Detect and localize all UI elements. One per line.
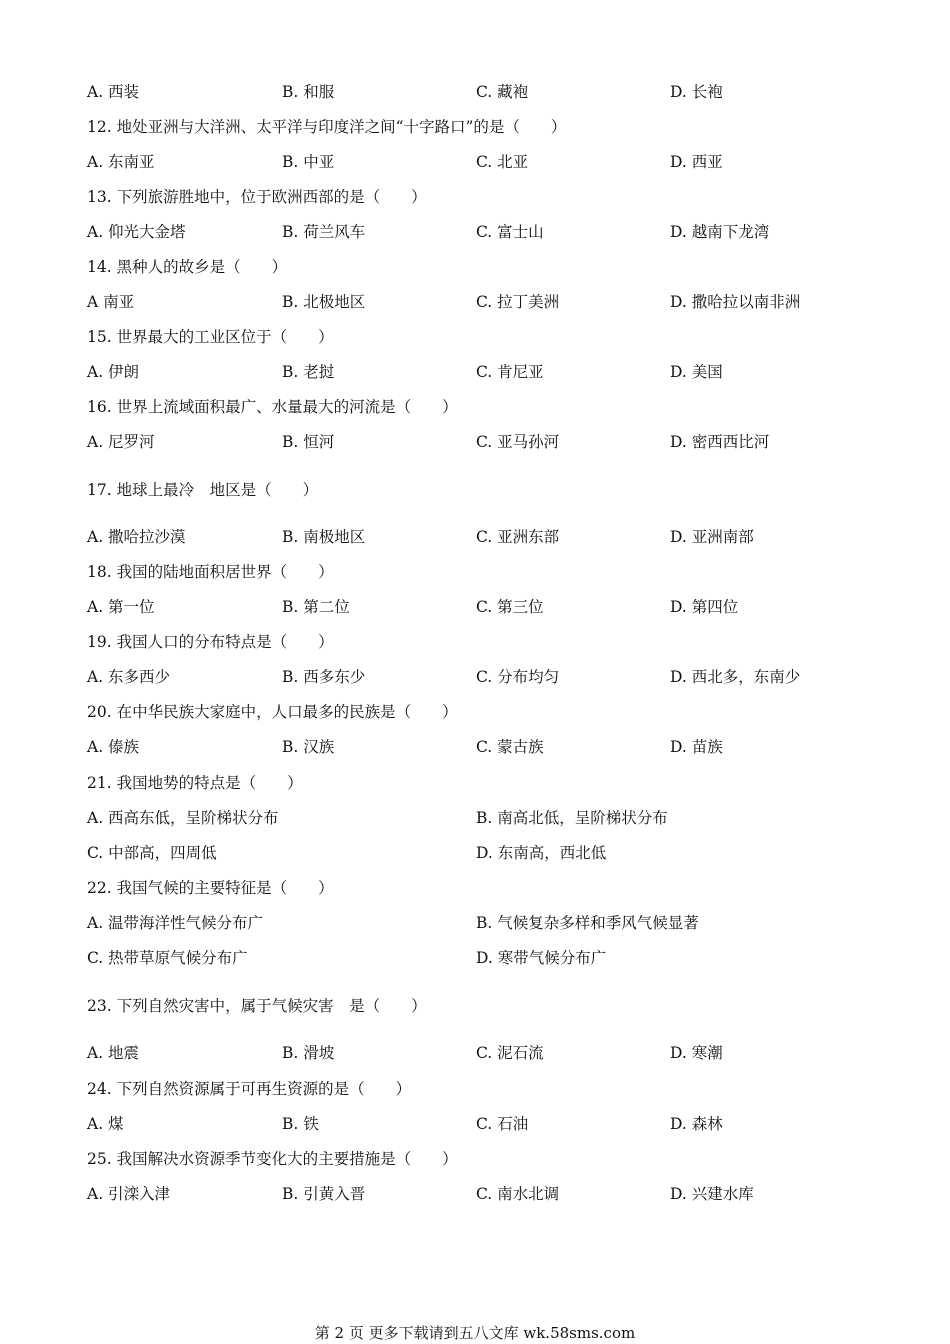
option-b: B. 南极地区 — [282, 528, 366, 546]
question-text: 12. 地处亚洲与大洋洲、太平洋与印度洋之间“十字路口”的是（ ） — [87, 118, 567, 136]
option-a: A 南亚 — [87, 293, 135, 311]
option-c: C. 北亚 — [476, 153, 529, 171]
option-c: C. 蒙古族 — [476, 738, 544, 756]
question-text: 23. 下列自然灾害中，属于气候灾害 是（ ） — [87, 997, 427, 1015]
question-14 — [0, 255, 950, 279]
option-d: D. 森林 — [670, 1115, 723, 1133]
option-b: B. 老挝 — [282, 363, 335, 381]
question-text: 15. 世界最大的工业区位于（ ） — [87, 328, 334, 346]
option-a: A. 伊朗 — [87, 363, 140, 381]
question-text: 22. 我国气候的主要特征是（ ） — [87, 879, 334, 897]
options-row-22b — [0, 946, 950, 970]
options-row-18 — [0, 595, 950, 619]
question-text: 24. 下列自然资源属于可再生资源的是（ ） — [87, 1080, 412, 1098]
question-25 — [0, 1147, 950, 1171]
option-d: D. 越南下龙湾 — [670, 223, 770, 241]
option-a: A. 尼罗河 — [87, 433, 155, 451]
option-d: D. 西北多，东南少 — [670, 668, 801, 686]
option-d: D. 兴建水库 — [670, 1185, 754, 1203]
option-c: C. 石油 — [476, 1115, 529, 1133]
option-d: D. 西亚 — [670, 153, 723, 171]
options-row-21a — [0, 806, 950, 830]
option-d: D. 第四位 — [670, 598, 739, 616]
options-row-21b — [0, 841, 950, 865]
option-d: D. 长袍 — [670, 83, 723, 101]
option-c: C. 热带草原气候分布广 — [87, 949, 248, 967]
question-22 — [0, 876, 950, 900]
question-text: 19. 我国人口的分布特点是（ ） — [87, 633, 334, 651]
question-text: 13. 下列旅游胜地中，位于欧洲西部的是（ ） — [87, 188, 427, 206]
option-a: A. 第一位 — [87, 598, 155, 616]
question-text: 14. 黑种人的故乡是（ ） — [87, 258, 288, 276]
option-c: C. 肯尼亚 — [476, 363, 544, 381]
option-c: C. 分布均匀 — [476, 668, 560, 686]
option-a: A. 温带海洋性气候分布广 — [87, 914, 264, 932]
option-b: B. 中亚 — [282, 153, 335, 171]
question-17 — [0, 478, 950, 502]
option-d: D. 亚洲南部 — [670, 528, 754, 546]
options-row-25 — [0, 1182, 950, 1206]
option-b: B. 引黄入晋 — [282, 1185, 366, 1203]
question-16 — [0, 395, 950, 419]
options-row-14 — [0, 290, 950, 314]
option-d: D. 寒潮 — [670, 1044, 723, 1062]
option-c: C. 南水北调 — [476, 1185, 560, 1203]
options-row-19 — [0, 665, 950, 689]
option-d: D. 撒哈拉以南非洲 — [670, 293, 801, 311]
question-text: 18. 我国的陆地面积居世界（ ） — [87, 563, 334, 581]
option-b: B. 北极地区 — [282, 293, 366, 311]
option-b: B. 第二位 — [282, 598, 350, 616]
options-row-13 — [0, 220, 950, 244]
options-row-17 — [0, 525, 950, 549]
question-12 — [0, 115, 950, 139]
question-text: 20. 在中华民族大家庭中，人口最多的民族是（ ） — [87, 703, 458, 721]
options-row-22a — [0, 911, 950, 935]
option-a: A. 西高东低，呈阶梯状分布 — [87, 809, 279, 827]
option-c: C. 亚洲东部 — [476, 528, 560, 546]
option-d: D. 美国 — [670, 363, 723, 381]
question-19 — [0, 630, 950, 654]
question-18 — [0, 560, 950, 584]
option-a: A. 东多西少 — [87, 668, 171, 686]
options-row-12 — [0, 150, 950, 174]
option-b: B. 恒河 — [282, 433, 335, 451]
option-a: A. 地震 — [87, 1044, 140, 1062]
option-c: C. 拉丁美洲 — [476, 293, 560, 311]
question-24 — [0, 1077, 950, 1101]
options-row-15 — [0, 360, 950, 384]
question-21 — [0, 771, 950, 795]
options-row-24 — [0, 1112, 950, 1136]
option-c: C. 第三位 — [476, 598, 544, 616]
question-text: 17. 地球上最冷 地区是（ ） — [87, 481, 319, 499]
option-c: C. 藏袍 — [476, 83, 529, 101]
question-23 — [0, 994, 950, 1018]
option-a: A. 傣族 — [87, 738, 140, 756]
option-a: A. 引滦入津 — [87, 1185, 171, 1203]
option-d: D. 东南高，西北低 — [476, 844, 607, 862]
question-text: 21. 我国地势的特点是（ ） — [87, 774, 303, 792]
option-a: A. 西装 — [87, 83, 140, 101]
options-row-23 — [0, 1041, 950, 1065]
question-20 — [0, 700, 950, 724]
options-row-11 — [0, 80, 950, 104]
question-13 — [0, 185, 950, 209]
option-c: C. 富士山 — [476, 223, 544, 241]
option-b: B. 和服 — [282, 83, 335, 101]
option-d: D. 密西西比河 — [670, 433, 770, 451]
option-b: B. 南高北低，呈阶梯状分布 — [476, 809, 668, 827]
option-b: B. 荷兰风车 — [282, 223, 366, 241]
question-text: 25. 我国解决水资源季节变化大的主要措施是（ ） — [87, 1150, 458, 1168]
option-d: D. 苗族 — [670, 738, 723, 756]
options-row-20 — [0, 735, 950, 759]
question-15 — [0, 325, 950, 349]
option-c: C. 中部高，四周低 — [87, 844, 217, 862]
option-a: A. 煤 — [87, 1115, 124, 1133]
option-a: A. 东南亚 — [87, 153, 155, 171]
option-a: A. 撒哈拉沙漠 — [87, 528, 186, 546]
option-b: B. 滑坡 — [282, 1044, 335, 1062]
page-footer: 第 2 页 更多下载请到五八文库 wk.58sms.com — [314, 1324, 636, 1342]
options-row-16 — [0, 430, 950, 454]
option-a: A. 仰光大金塔 — [87, 223, 186, 241]
option-b: B. 汉族 — [282, 738, 335, 756]
option-b: B. 气候复杂多样和季风气候显著 — [476, 914, 699, 932]
option-d: D. 寒带气候分布广 — [476, 949, 607, 967]
option-c: C. 泥石流 — [476, 1044, 544, 1062]
question-text: 16. 世界上流域面积最广、水量最大的河流是（ ） — [87, 398, 458, 416]
option-c: C. 亚马孙河 — [476, 433, 560, 451]
option-b: B. 铁 — [282, 1115, 319, 1133]
option-b: B. 西多东少 — [282, 668, 366, 686]
